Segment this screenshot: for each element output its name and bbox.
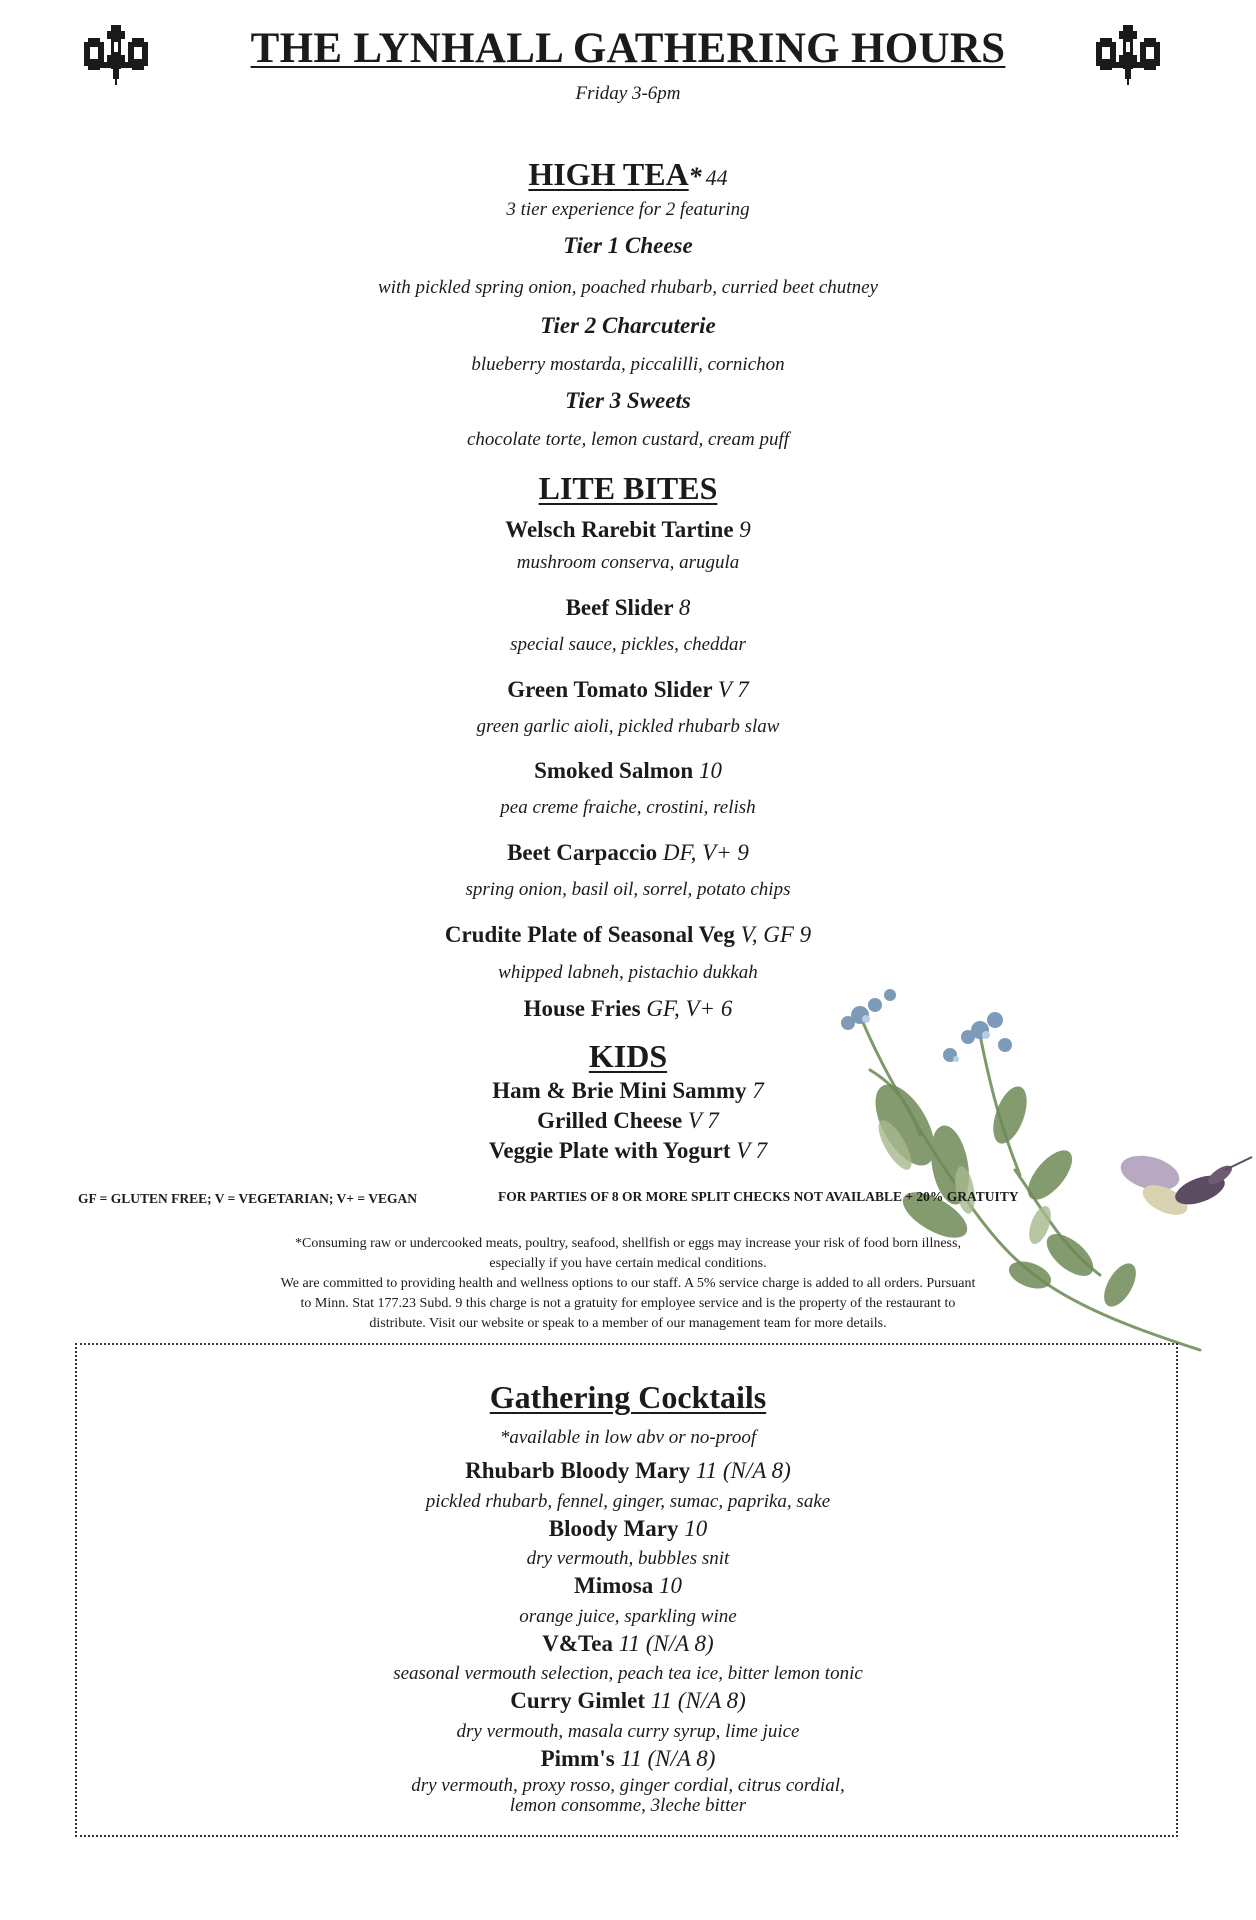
cocktail-description: pickled rhubarb, fennel, ginger, sumac, paprika, sake xyxy=(425,1491,831,1512)
cocktail-name: Curry Gimlet xyxy=(510,1688,646,1713)
kids-heading: KIDS xyxy=(588,1038,668,1074)
menu-item-description: mushroom conserva, arugula xyxy=(516,552,740,573)
menu-item-description: green garlic aioli, pickled rhubarb slaw xyxy=(476,716,780,737)
tier-description: blueberry mostarda, piccalilli, cornichon xyxy=(471,354,785,375)
fine-print-line: to Minn. Stat 177.23 Subd. 9 this charge is not a gratuity for employee service and is the property of the restaurant to xyxy=(300,1296,956,1311)
kids-item-name: Veggie Plate with Yogurt xyxy=(488,1138,731,1163)
tier-description: with pickled spring onion, poached rhubarb, curried beet chutney xyxy=(378,277,878,298)
cocktails-heading: Gathering Cocktails xyxy=(489,1379,767,1415)
kids-item-price: V 7 xyxy=(687,1108,719,1133)
menu-item-price: GF, V+ 6 xyxy=(646,996,733,1021)
lite-bites-heading: LITE BITES xyxy=(538,470,718,506)
high-tea-price: 44 xyxy=(705,165,728,190)
cocktail-price: 11 (N/A 8) xyxy=(695,1458,791,1483)
high-tea-heading-row xyxy=(0,156,1256,193)
high-tea-intro: 3 tier experience for 2 featuring xyxy=(506,199,750,220)
cocktail-price: 11 (N/A 8) xyxy=(618,1631,714,1656)
menu-item-name-row xyxy=(0,840,1256,866)
menu-item-price: DF, V+ 9 xyxy=(662,840,749,865)
cocktails-note: *available in low abv or no-proof xyxy=(499,1427,757,1448)
high-tea-asterisk: * xyxy=(688,162,702,191)
kids-item-name: Grilled Cheese xyxy=(537,1108,683,1133)
hours-subtitle: Friday 3-6pm xyxy=(575,83,681,104)
menu-item-name: Green Tomato Slider xyxy=(507,677,713,702)
cocktail-price: 11 (N/A 8) xyxy=(650,1688,746,1713)
fine-print-line: distribute. Visit our website or speak to a member of our management team for more details. xyxy=(369,1316,887,1331)
cocktail-price: 10 xyxy=(658,1573,682,1598)
menu-item-name-row xyxy=(0,922,1256,948)
tier-name: Tier 1 Cheese xyxy=(563,233,693,258)
menu-item-name-row xyxy=(0,758,1256,784)
menu-item-name: Beet Carpaccio xyxy=(507,840,658,865)
fine-print-line: *Consuming raw or undercooked meats, poultry, seafood, shellfish or eggs may increase your risk of food born illness, xyxy=(295,1236,961,1251)
menu-item-price: V 7 xyxy=(717,677,749,702)
menu-item-name: Smoked Salmon xyxy=(534,758,694,783)
high-tea-heading: HIGH TEA xyxy=(528,156,689,192)
fine-print-line: especially if you have certain medical conditions. xyxy=(489,1256,767,1271)
cocktail-description: dry vermouth, proxy rosso, ginger cordial, citrus cordial, xyxy=(411,1775,845,1796)
menu-item-name: Crudite Plate of Seasonal Veg xyxy=(444,922,735,947)
fine-print-line: We are committed to providing health and wellness options to our staff. A 5% service charge is added to all orders. Pursuant xyxy=(280,1276,976,1291)
cocktail-name-row xyxy=(0,1573,1256,1599)
cocktail-name: Mimosa xyxy=(574,1573,654,1598)
cocktail-price: 11 (N/A 8) xyxy=(620,1746,716,1771)
menu-item-name-row xyxy=(0,517,1256,543)
menu-item-price: V, GF 9 xyxy=(740,922,812,947)
menu-item-name-row xyxy=(0,677,1256,703)
kids-item-price: 7 xyxy=(752,1078,764,1103)
menu-item-name-row xyxy=(0,595,1256,621)
party-policy-note: FOR PARTIES OF 8 OR MORE SPLIT CHECKS NOT AVAILABLE + 20% GRATUITY xyxy=(498,1189,1019,1204)
cocktail-description: seasonal vermouth selection, peach tea ice, bitter lemon tonic xyxy=(393,1663,863,1684)
menu-item-name: Welsch Rarebit Tartine xyxy=(505,517,734,542)
cocktail-name: Pimm's xyxy=(540,1746,615,1771)
tier-name: Tier 2 Charcuterie xyxy=(540,313,716,338)
cocktail-name: Bloody Mary xyxy=(548,1516,679,1541)
cocktail-name-row xyxy=(0,1746,1256,1772)
kids-item-name: Ham & Brie Mini Sammy xyxy=(492,1078,747,1103)
cocktail-price: 10 xyxy=(684,1516,708,1541)
tier-description: chocolate torte, lemon custard, cream puff xyxy=(466,429,790,450)
tier-name: Tier 3 Sweets xyxy=(565,388,691,413)
menu-item-name: Beef Slider xyxy=(565,595,674,620)
menu-item-description: whipped labneh, pistachio dukkah xyxy=(498,962,758,983)
menu-item-price: 9 xyxy=(739,517,751,542)
menu-item-name: House Fries xyxy=(523,996,641,1021)
menu-item-description: spring onion, basil oil, sorrel, potato chips xyxy=(465,879,791,900)
menu-item-price: 10 xyxy=(698,758,722,783)
menu-item-price: 8 xyxy=(678,595,691,620)
cocktail-name-row xyxy=(0,1688,1256,1714)
cocktail-description: lemon consomme, 3leche bitter xyxy=(509,1795,747,1816)
menu-item-description: special sauce, pickles, cheddar xyxy=(510,634,746,655)
kids-item-price: V 7 xyxy=(736,1138,768,1163)
dietary-legend: GF = GLUTEN FREE; V = VEGETARIAN; V+ = VEGAN xyxy=(78,1191,417,1206)
cocktail-description: orange juice, sparkling wine xyxy=(519,1606,737,1627)
moth-icon xyxy=(1110,1145,1256,1235)
cocktail-description: dry vermouth, bubbles snit xyxy=(526,1548,730,1569)
cocktail-name-row xyxy=(0,1458,1256,1484)
cocktail-name-row xyxy=(0,1516,1256,1542)
page-title: THE LYNHALL GATHERING HOURS xyxy=(250,25,1006,72)
cocktail-description: dry vermouth, masala curry syrup, lime juice xyxy=(456,1721,800,1742)
cocktail-name: V&Tea xyxy=(542,1631,613,1656)
cocktail-name: Rhubarb Bloody Mary xyxy=(465,1458,691,1483)
cocktail-name-row xyxy=(0,1631,1256,1657)
menu-item-description: pea creme fraiche, crostini, relish xyxy=(500,797,756,818)
